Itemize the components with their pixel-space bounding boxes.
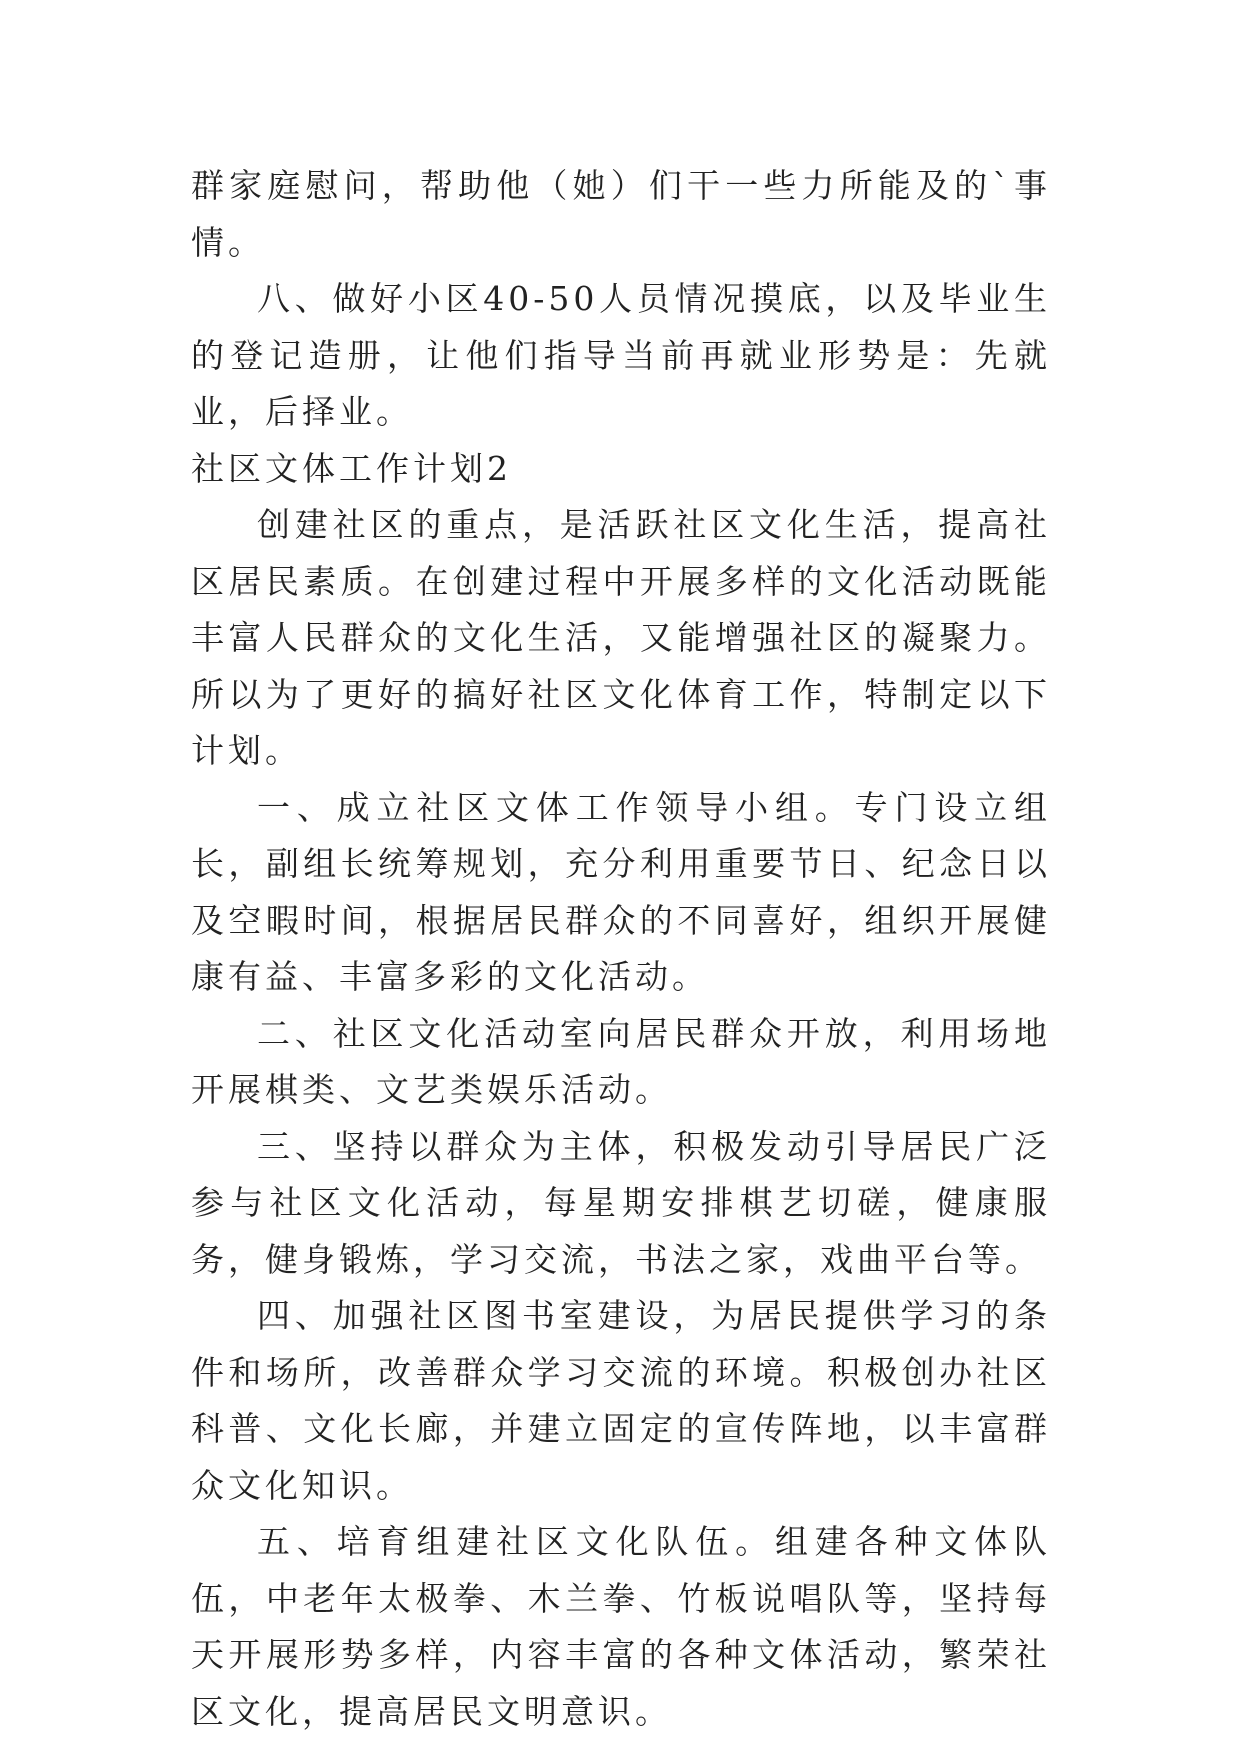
paragraph-item-4: 四、加强社区图书室建设，为居民提供学习的条件和场所，改善群众学习交流的环境。积极创办社区科普、文化长廊，并建立固定的宣传阵地，以丰富群众文化知识。: [191, 1296, 1051, 1505]
paragraph-item-5: 五、培育组建社区文化队伍。组建各种文体队伍，中老年太极拳、木兰拳、竹板说唱队等，坚持每天开展形势多样，内容丰富的各种文体活动，繁荣社区文化，提高居民文明意识。: [191, 1522, 1051, 1731]
paragraph-item-2: 二、社区文化活动室向居民群众开放，利用场地开展棋类、文艺类娱乐活动。: [191, 1013, 1051, 1109]
paragraph-continuation: 群家庭慰问，帮助他（她）们干一些力所能及的`事情。: [191, 166, 1051, 262]
paragraph-intro: 创建社区的重点，是活跃社区文化生活，提高社区居民素质。在创建过程中开展多样的文化活动既能丰富人民群众的文化生活，又能增强社区的凝聚力。所以为了更好的搞好社区文化体育工作，特制定以下计划。: [191, 505, 1051, 770]
paragraph-item-1: 一、成立社区文体工作领导小组。专门设立组长，副组长统筹规划，充分利用重要节日、纪念日以及空暇时间，根据居民群众的不同喜好，组织开展健康有益、丰富多彩的文化活动。: [191, 787, 1051, 996]
document-body: [191, 158, 1051, 1740]
paragraph-item-8: 八、做好小区40-50人员情况摸底，以及毕业生的登记造册，让他们指导当前再就业形势是：先就业，后择业。: [191, 279, 1051, 431]
paragraph-item-3: 三、坚持以群众为主体，积极发动引导居民广泛参与社区文化活动，每星期安排棋艺切磋，健康服务，健身锻炼，学习交流，书法之家，戏曲平台等。: [191, 1126, 1051, 1279]
section-heading: 社区文体工作计划2: [191, 448, 512, 488]
